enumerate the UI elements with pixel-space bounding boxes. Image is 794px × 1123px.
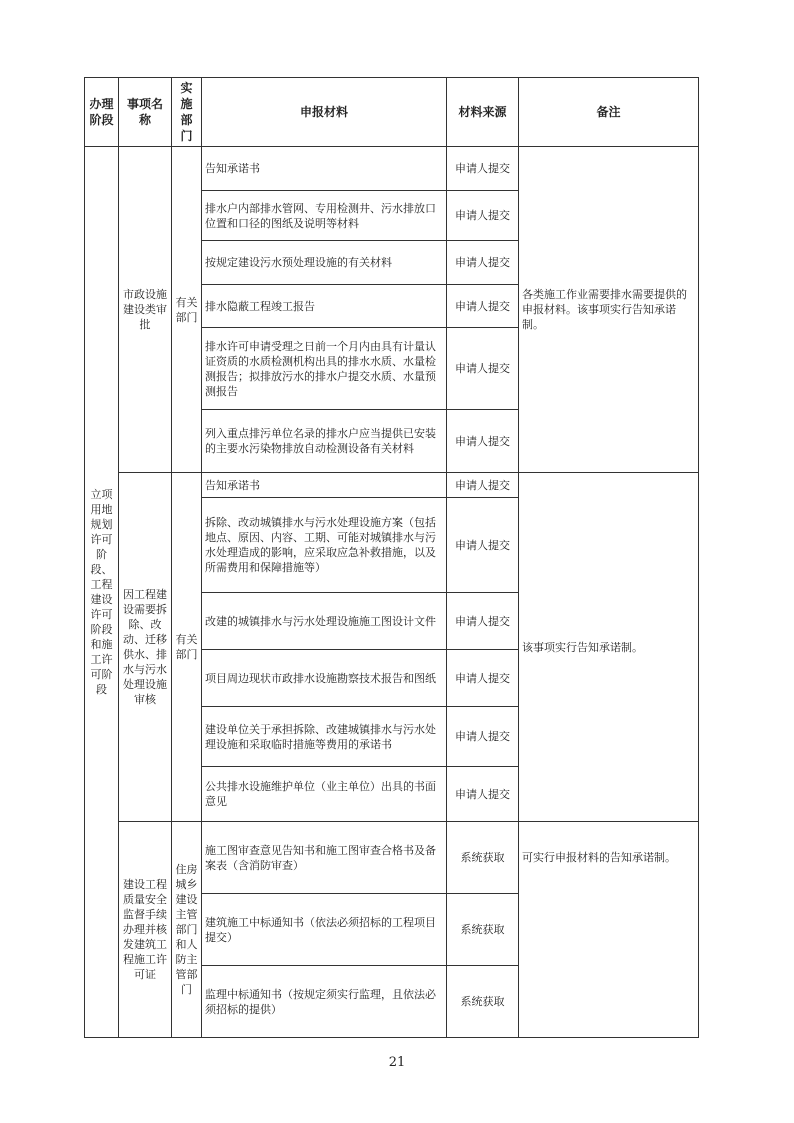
material-cell: 告知承诺书 [202,473,447,498]
material-cell: 改建的城镇排水与污水处理设施施工图设计文件 [202,593,447,650]
source-cell: 系统获取 [447,822,519,894]
material-cell: 公共排水设施维护单位（业主单位）出具的书面意见 [202,767,447,822]
note-cell: 可实行申报材料的告知承诺制。 [519,822,699,1038]
source-cell: 申请人提交 [447,285,519,328]
source-cell: 申请人提交 [447,410,519,473]
material-cell: 建设单位关于承担拆除、改建城镇排水与污水处理设施和采取临时措施等费用的承诺书 [202,707,447,767]
source-cell: 申请人提交 [447,593,519,650]
page-number: 21 [388,1055,406,1070]
approval-materials-table [84,77,699,1038]
source-cell: 系统获取 [447,966,519,1038]
table-header-row [85,78,699,147]
item-name-cell: 因工程建设需要拆除、改动、迁移供水、排水与污水处理设施审核 [119,473,172,822]
material-cell: 排水隐蔽工程竣工报告 [202,285,447,328]
source-cell: 系统获取 [447,894,519,966]
source-cell: 申请人提交 [447,498,519,593]
source-cell: 申请人提交 [447,707,519,767]
dept-cell: 有关部门 [172,473,202,822]
table-row [85,473,699,498]
header-stage: 办理阶段 [85,78,119,147]
dept-cell: 有关部门 [172,147,202,473]
table-row [85,822,699,894]
material-cell: 告知承诺书 [202,147,447,191]
note-cell: 该事项实行告知承诺制。 [519,473,699,822]
source-cell: 申请人提交 [447,147,519,191]
material-cell: 按规定建设污水预处理设施的有关材料 [202,241,447,285]
source-cell: 申请人提交 [447,473,519,498]
header-dept: 实施部门 [172,78,202,147]
header-source: 材料来源 [447,78,519,147]
note-cell: 各类施工作业需要排水需要提供的申报材料。该事项实行告知承诺制。 [519,147,699,473]
material-cell: 施工图审查意见告知书和施工图审查合格书及备案表（含消防审查） [202,822,447,894]
item-name-cell: 市政设施建设类审批 [119,147,172,473]
source-cell: 申请人提交 [447,241,519,285]
material-cell: 项目周边现状市政排水设施勘察技术报告和图纸 [202,650,447,707]
source-cell: 申请人提交 [447,328,519,410]
table-row [85,147,699,191]
header-materials: 申报材料 [202,78,447,147]
header-notes: 备注 [519,78,699,147]
dept-cell: 住房城乡建设主管部门和人防主管部门 [172,822,202,1038]
material-cell: 排水许可申请受理之日前一个月内由具有计量认证资质的水质检测机构出具的排水水质、水量检测报告；拟排放污水的排水户提交水质、水量预测报告 [202,328,447,410]
material-cell: 排水户内部排水管网、专用检测井、污水排放口位置和口径的图纸及说明等材料 [202,191,447,241]
material-cell: 拆除、改动城镇排水与污水处理设施方案（包括地点、原因、内容、工期、可能对城镇排水与污水处理造成的影响，应采取应急补救措施，以及所需费用和保障措施等） [202,498,447,593]
source-cell: 申请人提交 [447,191,519,241]
header-item: 事项名称 [119,78,172,147]
item-name-cell: 建设工程质量安全监督手续办理并核发建筑工程施工许可证 [119,822,172,1038]
stage-cell: 立项用地规划许可阶段、工程建设许可阶段和施工许可阶段 [85,147,119,1038]
source-cell: 申请人提交 [447,767,519,822]
material-cell: 列入重点排污单位名录的排水户应当提供已安装的主要水污染物排放自动检测设备有关材料 [202,410,447,473]
material-cell: 建筑施工中标通知书（依法必须招标的工程项目提交） [202,894,447,966]
source-cell: 申请人提交 [447,650,519,707]
material-cell: 监理中标通知书（按规定须实行监理，且依法必须招标的提供） [202,966,447,1038]
